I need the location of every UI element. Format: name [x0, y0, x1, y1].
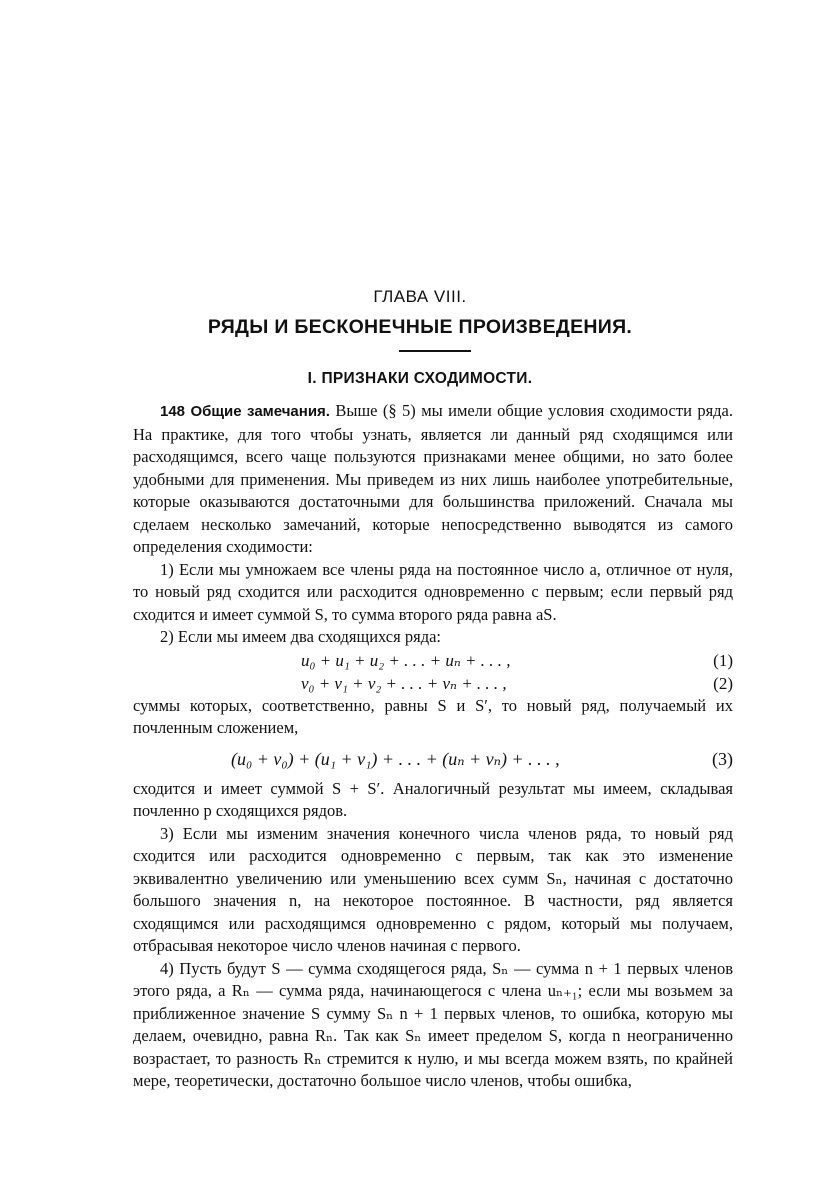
- remark-4: 4) Пусть будут S — сумма сходящегося ряда, Sₙ — сумма n + 1 первых членов этого ряда, а Rₙ — сумма ряда, начинающегося с члена uₙ₊₁; если мы возьмем за приближенное значение S сумму Sₙ n + 1 первых членов, то ошибка, которую мы делаем, очевидно, равна Rₙ. Так как Sₙ имеет пределом S, когда n неограниченно возрастает, то разность Rₙ стремится к нулю, и мы всегда можем взять, по крайней мере, теоретически, достаточно большое число членов, чтобы ошибка,: [133, 958, 733, 1090]
- formula-2: [133, 672, 733, 695]
- paragraph-text: Выше (§ 5) мы имели общие условия сходимости ряда. На практике, для того чтобы узнать, является ли данный ряд сходящимся или расходящимся, всего чаще пользуются признаками менее общими, но зато более удобными для применения. Мы приведем из них лишь наиболее употребительные, которые оказываются достаточными для большинства приложений. Сначала мы сделаем несколько замечаний, которые непосредственно выводятся из самого определения сходимости:: [133, 401, 734, 556]
- formula-1-expression: u₀ + u₁ + u₂ + . . . + uₙ + . . . ,: [301, 650, 511, 670]
- chapter-label: ГЛАВА VIII.: [373, 287, 467, 306]
- paragraph-148: [133, 400, 733, 559]
- chapter-title: РЯДЫ И БЕСКОНЕЧНЫЕ ПРОИЗВЕДЕНИЯ.: [207, 316, 633, 338]
- body-text: [133, 400, 733, 1093]
- title-divider: [399, 350, 471, 352]
- paragraph-heading: 148 Общие замечания.: [160, 403, 330, 420]
- remark-3: 3) Если мы изменим значения конечного числа членов ряда, то новый ряд сходится или расходится одновременно с первым, так как это изменение эквивалентно увеличению или уменьшению всех сумм Sₙ, начиная с достаточно большого значения n, на некоторое постоянное. В частности, ряд является сходящимся или расходящимся одновременно с рядом, который мы получаем, отбрасывая некоторое число членов начиная с первого.: [133, 823, 733, 955]
- formula-3-number: (3): [712, 748, 733, 769]
- remark-2-intro: 2) Если мы имеем два сходящихся ряда:: [160, 627, 441, 646]
- formula-1-number: (1): [713, 650, 733, 670]
- remark-1: 1) Если мы умножаем все члены ряда на постоянное число a, отличное от нуля, то новый ряд сходится или расходится одновременно с первым; если первый ряд сходится и имеет суммой S, то сумма второго ряда равна aS.: [133, 559, 733, 624]
- formula-2-expression: v₀ + v₁ + v₂ + . . . + vₙ + . . . ,: [301, 673, 507, 693]
- formula-3-expression: (u₀ + v₀) + (u₁ + v₁) + . . . + (uₙ + vₙ) + . . . ,: [231, 748, 560, 769]
- formula-3: [133, 740, 733, 778]
- remark-2-continuation: суммы которых, соответственно, равны S и S′, то новый ряд, получаемый их почленным сложением,: [133, 695, 733, 737]
- formula-1: [133, 649, 733, 672]
- formula-2-number: (2): [713, 673, 733, 693]
- remark-2-conclusion: сходится и имеет суммой S + S′. Аналогичный результат мы имеем, складывая почленно p сходящихся рядов.: [133, 778, 733, 820]
- section-title: I. ПРИЗНАКИ СХОДИМОСТИ.: [307, 370, 533, 387]
